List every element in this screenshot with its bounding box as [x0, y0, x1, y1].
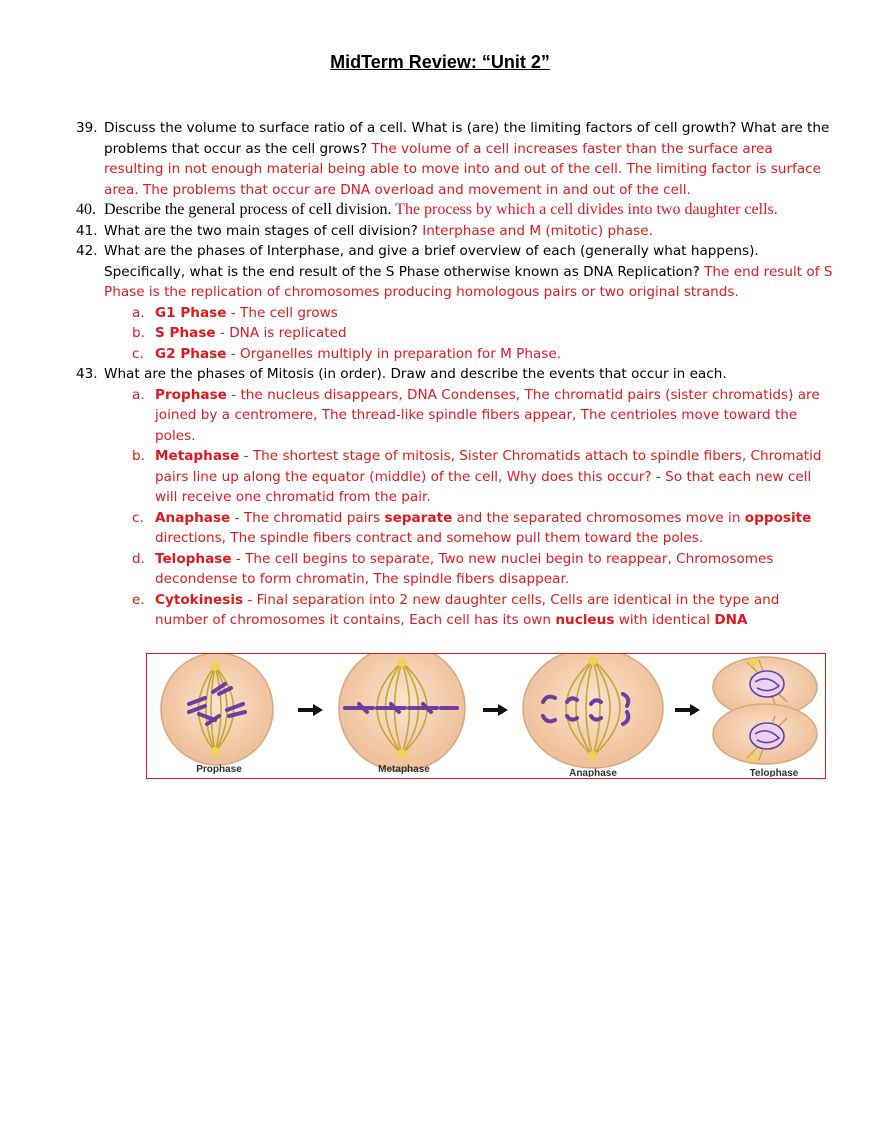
- caption-anaphase: Anaphase: [569, 768, 617, 777]
- list-letter: a.: [132, 304, 145, 321]
- list-text: - The cell grows: [226, 304, 338, 321]
- question-40: [76, 200, 836, 221]
- question-number: 39.: [76, 120, 98, 136]
- list-item: [76, 323, 836, 344]
- list-item: [76, 549, 836, 590]
- list-term: Metaphase: [155, 448, 240, 464]
- caption-telophase: Telophase: [749, 768, 799, 777]
- list-term: Anaphase: [155, 509, 231, 526]
- list-letter: e.: [132, 591, 145, 608]
- question-number: 40.: [76, 201, 96, 218]
- question-text: Discuss the volume to surface ratio of a cell. What is (are) the limiting factors of cell growth? What are the problems that occur as the cell grows?: [104, 120, 830, 157]
- caption-metaphase: Metaphase: [378, 764, 430, 775]
- list-term: Telophase: [155, 550, 232, 567]
- list-letter: a.: [132, 386, 145, 403]
- telophase-cells: [713, 657, 817, 764]
- list-letter: b.: [132, 325, 145, 341]
- list-item: [76, 385, 836, 447]
- caption-prophase: Prophase: [196, 764, 242, 775]
- arrow-icon: [483, 704, 508, 716]
- answer-text: Interphase and M (mitotic) phase.: [422, 222, 653, 239]
- list-text: - The cell begins to separate, Two new nuclei begin to reappear, Chromosomes decondense to form chromatin, The spindle fibers disappear.: [155, 550, 774, 587]
- list-letter: c.: [132, 509, 144, 526]
- list-text: - Organelles multiply in preparation for M Phase.: [226, 345, 562, 362]
- list-emphasis: opposite: [744, 509, 812, 526]
- mitosis-diagram: [147, 654, 824, 777]
- prophase-cell: [161, 654, 273, 765]
- answer-text: The end result of S Phase is the replication of chromosomes producing homologous pairs or two original strands.: [104, 263, 833, 300]
- list-item: [76, 303, 836, 324]
- question-43: [76, 364, 836, 385]
- arrow-icon: [298, 704, 323, 716]
- list-text: directions, The spindle fibers contract and somehow pull them toward the poles.: [155, 530, 704, 546]
- question-text: What are the two main stages of cell division?: [104, 222, 418, 239]
- answer-text: The volume of a cell increases faster than the surface area resulting in not enough material being able to move into and out of the cell. The limiting factor is surface area. The problems that occur are DNA overload and movement in and out of the cell.: [104, 140, 821, 198]
- arrow-icon: [675, 704, 700, 716]
- list-term: Prophase: [155, 386, 227, 403]
- list-emphasis: separate: [384, 509, 453, 526]
- mitosis-figure: [146, 653, 826, 779]
- list-text: with identical: [614, 612, 715, 628]
- question-41: [76, 221, 836, 242]
- anaphase-cell: [523, 654, 663, 768]
- list-item: [76, 590, 836, 631]
- list-text: - DNA is replicated: [215, 325, 347, 341]
- list-term: Cytokinesis: [155, 591, 244, 608]
- list-term: S Phase: [155, 325, 216, 341]
- list-text: - The shortest stage of mitosis, Sister Chromatids attach to spindle fibers, Chromatid pairs line up along the equator (middle) of the cell, Why does this occur? - So that each new cell will receive one chromatid from the pair.: [155, 448, 822, 505]
- question-text: What are the phases of Mitosis (in order). Draw and describe the events that occur in each.: [104, 366, 727, 382]
- page-title: MidTerm Review: “Unit 2”: [330, 52, 550, 72]
- question-text: What are the phases of Interphase, and give a brief overview of each (generally what happens). Specifically, what is the end result of the S Phase otherwise known as DNA Replication?: [104, 243, 759, 280]
- list-emphasis: nucleus: [555, 612, 615, 628]
- list-text: - the nucleus disappears, DNA Condenses, The chromatid pairs (sister chromatids) are joined by a centromere, The thread-like spindle fibers appear, The centrioles move toward the poles.: [155, 386, 820, 444]
- metaphase-cell: [339, 654, 465, 771]
- question-number: 43.: [76, 366, 98, 382]
- question-text: Describe the general process of cell division.: [104, 201, 392, 218]
- list-letter: d.: [132, 550, 145, 567]
- question-39: [76, 118, 836, 200]
- question-42: [76, 241, 836, 303]
- list-item: [76, 344, 836, 365]
- answer-text: The process by which a cell divides into two daughter cells.: [395, 201, 778, 218]
- list-letter: b.: [132, 448, 145, 464]
- question-number: 42.: [76, 243, 98, 259]
- question-number: 41.: [76, 222, 98, 239]
- question-list: [76, 118, 836, 631]
- list-emphasis: DNA: [714, 612, 748, 628]
- list-text: - The chromatid pairs: [230, 509, 385, 526]
- list-term: G1 Phase: [155, 304, 227, 321]
- list-text: - Final separation into 2 new daughter cells, Cells are identical in the type and number of chromosomes it contains, Each cell has its own: [155, 591, 780, 628]
- list-item: [76, 508, 836, 549]
- list-text: and the separated chromosomes move in: [452, 509, 745, 526]
- list-item: [76, 446, 836, 508]
- list-letter: c.: [132, 345, 144, 362]
- list-term: G2 Phase: [155, 345, 227, 362]
